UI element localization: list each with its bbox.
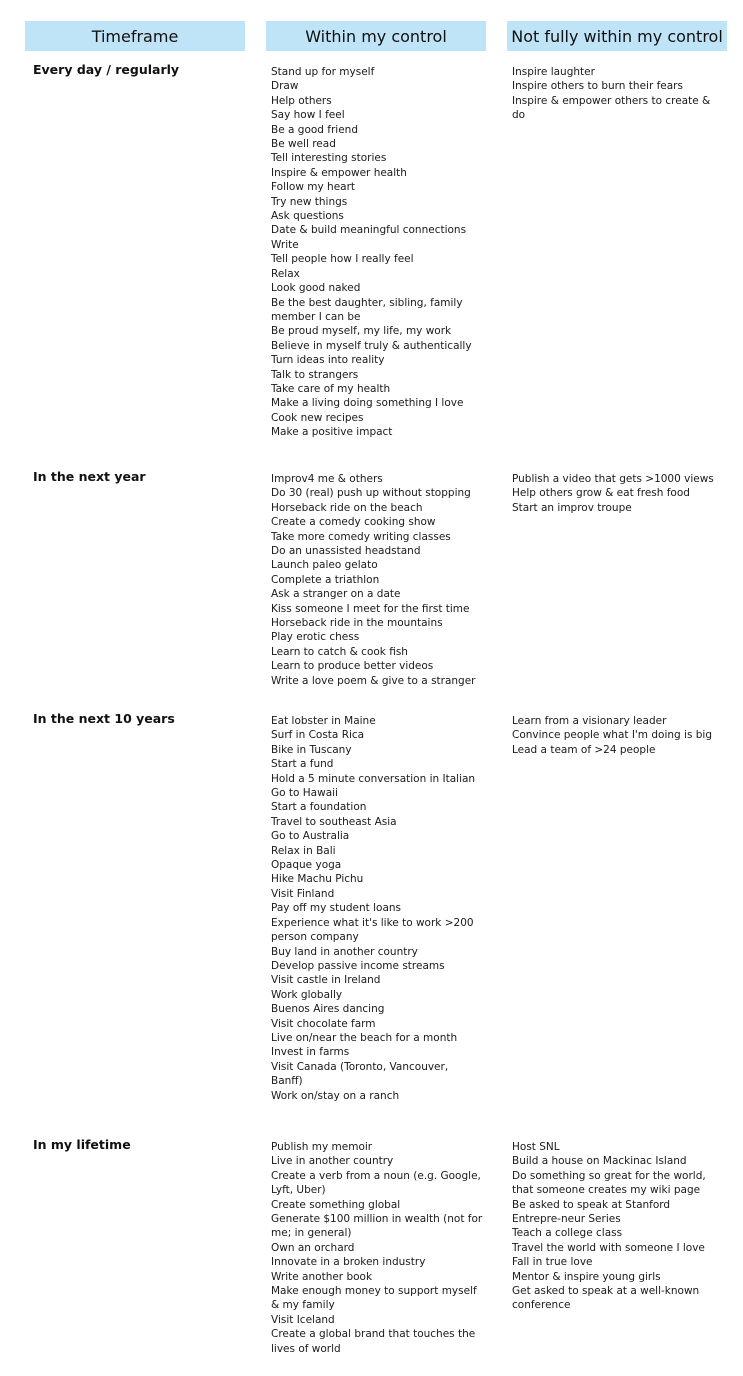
list-item: Make enough money to support myself & my family: [271, 1285, 477, 1312]
list-item: Publish a video that gets >1000 views: [512, 473, 714, 485]
list-item: Mentor & inspire young girls: [512, 1270, 661, 1283]
list-item: Generate $100 million in wealth (not for me; in general): [271, 1213, 483, 1240]
list-item: Make a living doing something I love: [271, 397, 464, 410]
header-timeframe: Timeframe: [25, 21, 245, 51]
list-item: Be a good friend: [271, 123, 358, 136]
list-item: Relax: [271, 267, 300, 280]
list-item: Buy land in another country: [271, 945, 418, 958]
timeframe-label: Every day / regularly: [33, 62, 180, 77]
list-item: Build a house on Mackinac Island: [512, 1155, 687, 1168]
list-item: Buenos Aires dancing: [271, 1003, 385, 1016]
list-item: Turn ideas into reality: [271, 354, 385, 367]
list-item: Teach a college class: [512, 1227, 623, 1240]
list-item: Do something so great for the world, that someone creates my wiki page: [512, 1169, 706, 1197]
list-item: Fall in true love: [512, 1256, 593, 1269]
header-not-fully-within-my-control: Not fully within my control: [507, 21, 727, 51]
list-item: Hold a 5 minute conversation in Italian: [271, 772, 476, 785]
timeframe-label: In the next 10 years: [33, 711, 175, 726]
list-item: Be proud myself, my life, my work: [271, 325, 452, 338]
list-item: Inspire & empower health: [271, 166, 407, 179]
list-item: Write a love poem & give to a stranger: [271, 674, 476, 687]
list-item: Experience what it's like to work >200 person company: [271, 916, 474, 944]
list-item: Eat lobster in Maine: [271, 715, 376, 727]
list-item: Do 30 (real) push up without stopping: [271, 487, 471, 500]
list-item: Talk to strangers: [271, 368, 359, 381]
within-control-list: [271, 1140, 483, 1356]
list-item: Date & build meaningful connections: [271, 224, 467, 237]
list-item: Create a comedy cooking show: [271, 516, 436, 529]
list-item: Help others: [271, 94, 332, 107]
list-item: Create a verb from a noun (e.g. Google, Lyft, Uber): [271, 1169, 481, 1197]
list-item: Go to Hawaii: [271, 787, 338, 800]
list-item: Convince people what I'm doing is big: [512, 729, 713, 742]
list-item: Innovate in a broken industry: [271, 1256, 426, 1269]
list-item: Learn from a visionary leader: [512, 715, 667, 727]
list-item: Lead a team of >24 people: [512, 743, 656, 756]
list-item: Bike in Tuscany: [271, 743, 352, 756]
list-item: Be well read: [271, 138, 336, 151]
not-fully-within-control-list: [512, 472, 722, 515]
list-item: Start an improv troupe: [512, 501, 632, 514]
list-item: Visit Finland: [271, 887, 335, 900]
list-item: Create something global: [271, 1198, 401, 1211]
list-item: Say how I feel: [271, 109, 345, 122]
list-item: Write: [271, 238, 299, 251]
list-item: Inspire laughter: [512, 66, 595, 78]
list-item: Live in another country: [271, 1155, 394, 1168]
timeframe-label: In my lifetime: [33, 1137, 131, 1152]
list-item: Help others grow & eat fresh food: [512, 487, 690, 500]
list-item: Follow my heart: [271, 181, 356, 194]
list-item: Take more comedy writing classes: [271, 530, 451, 543]
list-item: Complete a triathlon: [271, 573, 380, 586]
list-item: Ask questions: [271, 210, 344, 223]
list-item: Cook new recipes: [271, 411, 364, 424]
list-item: Invest in farms: [271, 1046, 350, 1059]
list-item: Surf in Costa Rica: [271, 729, 365, 742]
list-item: Tell interesting stories: [271, 152, 387, 165]
within-control-list: [271, 714, 483, 1103]
list-item: Work globally: [271, 988, 343, 1001]
list-item: Go to Australia: [271, 830, 350, 843]
list-item: Hike Machu Pichu: [271, 873, 364, 886]
list-item: Tell people how I really feel: [271, 253, 414, 266]
list-item: Write another book: [271, 1270, 373, 1283]
within-control-list: [271, 472, 483, 688]
not-fully-within-control-list: [512, 65, 722, 123]
list-item: Visit castle in Ireland: [271, 974, 381, 987]
list-item: Relax in Bali: [271, 844, 336, 857]
list-item: Get asked to speak at a well-known conference: [512, 1285, 700, 1312]
list-item: Kiss someone I meet for the first time: [271, 602, 470, 615]
timeframe-label: In the next year: [33, 469, 146, 484]
list-item: Launch paleo gelato: [271, 559, 378, 572]
list-item: Visit Canada (Toronto, Vancouver, Banff): [271, 1060, 449, 1088]
list-item: Travel to southeast Asia: [271, 815, 397, 828]
list-item: Opaque yoga: [271, 859, 342, 872]
list-item: Learn to produce better videos: [271, 660, 434, 673]
header-within-my-control: Within my control: [266, 21, 486, 51]
list-item: Horseback ride on the beach: [271, 501, 423, 514]
list-item: Host SNL: [512, 1141, 560, 1153]
list-item: Live on/near the beach for a month: [271, 1031, 458, 1044]
list-item: Inspire others to burn their fears: [512, 80, 683, 93]
list-item: Try new things: [271, 195, 348, 208]
list-item: Take care of my health: [271, 382, 391, 395]
list-item: Be the best daughter, sibling, family member I can be: [271, 296, 463, 323]
list-item: Publish my memoir: [271, 1141, 373, 1153]
list-item: Improv4 me & others: [271, 473, 383, 485]
not-fully-within-control-list: [512, 1140, 722, 1313]
list-item: Play erotic chess: [271, 631, 360, 644]
list-item: Pay off my student loans: [271, 902, 401, 915]
list-item: Learn to catch & cook fish: [271, 645, 408, 658]
list-item: Visit chocolate farm: [271, 1017, 376, 1030]
list-item: Travel the world with someone I love: [512, 1241, 705, 1254]
list-item: Own an orchard: [271, 1241, 355, 1254]
list-item: Draw: [271, 80, 299, 93]
within-control-list: [271, 65, 483, 440]
list-item: Ask a stranger on a date: [271, 588, 401, 601]
list-item: Do an unassisted headstand: [271, 545, 421, 558]
list-item: Start a foundation: [271, 801, 367, 814]
not-fully-within-control-list: [512, 714, 722, 757]
list-item: Work on/stay on a ranch: [271, 1089, 400, 1102]
list-item: Believe in myself truly & authentically: [271, 339, 472, 352]
list-item: Make a positive impact: [271, 426, 393, 439]
list-item: Stand up for myself: [271, 66, 375, 78]
list-item: Create a global brand that touches the lives of world: [271, 1328, 476, 1355]
list-item: Inspire & empower others to create & do: [512, 94, 711, 122]
list-item: Develop passive income streams: [271, 959, 445, 972]
list-item: Start a fund: [271, 758, 334, 771]
list-item: Visit Iceland: [271, 1313, 335, 1326]
list-item: Look good naked: [271, 282, 361, 295]
list-item: Be asked to speak at Stanford Entrepre-neur Series: [512, 1198, 671, 1226]
list-item: Horseback ride in the mountains: [271, 617, 443, 630]
